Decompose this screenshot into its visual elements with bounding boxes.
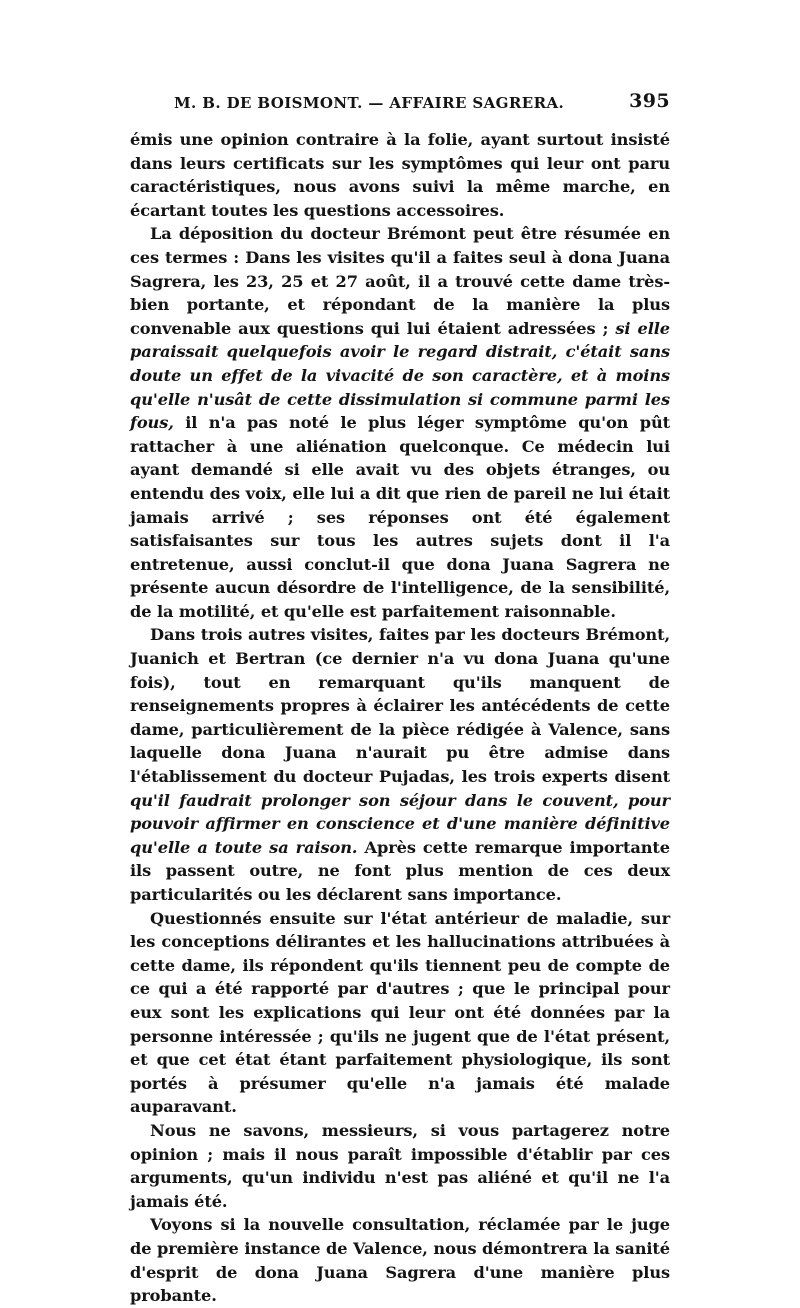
paragraph [130, 907, 670, 1119]
running-head: M. B. DE BOISMONT. — AFFAIRE SAGRERA. [174, 94, 565, 112]
running-header [128, 90, 670, 120]
paragraph [130, 623, 670, 906]
text-run: Nous ne savons, messieurs, si vous partagerez notre opinion ; mais il nous paraît impossible d'établir par ces arguments, qu'un individu n'est pas aliéné et qu'il ne l'a jamais été. [130, 1120, 670, 1211]
paragraph [130, 128, 670, 222]
page-number: 395 [629, 90, 670, 112]
italic-run: qu'il faudrait prolonger son séjour dans le couvent, pour pouvoir affirmer en conscience et d'une manière définitive qu'elle a toute sa raison. [130, 790, 670, 857]
text-run: Dans trois autres visites, faites par les docteurs Brémont, Juanich et Bertran (ce dernier n'a vu dona Juana qu'une fois), tout en remarquant qu'ils manquent de renseignements propres à éclairer les antécédents de cette dame, particulièrement de la pièce rédigée à Valence, sans laquelle dona Juana n'aurait pu être admise dans l'établissement du docteur Pujadas, les trois experts disent [130, 625, 670, 787]
text-run: Questionnés ensuite sur l'état antérieur de maladie, sur les conceptions délirantes et les hallucinations attribuées à cette dame, ils répondent qu'ils tiennent peu de compte de ce qui a été rapporté par d'autres ; que le principal pour eux sont les explications qui leur ont été données par la personne intéressée ; qu'ils ne jugent que de l'état présent, et que cet état étant parfaitement physiologique, ils sont portés à présumer qu'elle n'a jamais été malade auparavant. [130, 908, 670, 1117]
italic-run: si elle paraissait quelquefois avoir le regard distrait, c'était sans doute un effet de la vivacité de son caractère, et à moins qu'elle n'usât de cette dissimulation si commune parmi les fous, [130, 318, 670, 433]
paragraph [130, 1119, 670, 1213]
paragraph [130, 222, 670, 623]
text-run: Voyons si la nouvelle consultation, réclamée par le juge de première instance de Valence, nous démontrera la sanité d'esprit de dona Juana Sagrera d'une manière plus probante. [130, 1215, 670, 1306]
text-run: émis une opinion contraire à la folie, ayant surtout insisté dans leurs certificats sur les symptômes qui leur ont paru caractéristiques, nous avons suivi la même marche, en écartant toutes les questions accessoires. [130, 130, 670, 220]
text-run: La déposition du docteur Brémont peut être résumée en ces termes : Dans les visites qu'il a faites seul à dona Juana Sagrera, les 23, 25 et 27 août, il a trouvé cette dame très-bien portante, et répondant de la manière la plus convenable aux questions qui lui étaient adressées ; [130, 224, 670, 338]
text-run: Après cette remarque importante ils passent outre, ne font plus mention de ces deux particularités ou les déclarent sans importance. [130, 837, 670, 904]
body-text [130, 128, 670, 1308]
paragraph [130, 1213, 670, 1307]
text-run: il n'a pas noté le plus léger symptôme qu'on pût rattacher à une aliénation quelconque. Ce médecin lui ayant demandé si elle avait vu des objets étranges, ou entendu des voix, elle lui a dit que rien de pareil ne lui était jamais arrivé ; ses réponses ont été également satisfaisantes sur tous les autres sujets dont il l'a entretenue, aussi conclut-il que dona Juana Sagrera ne présente aucun désordre de l'intelligence, de la sensibilité, de la motilité, et qu'elle est parfaitement raisonnable. [130, 413, 670, 621]
